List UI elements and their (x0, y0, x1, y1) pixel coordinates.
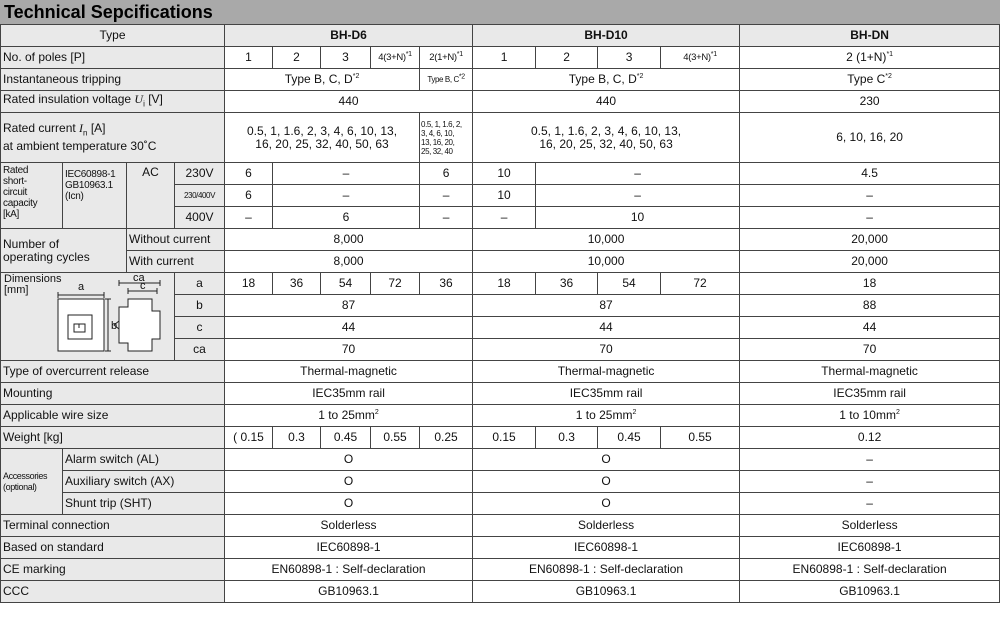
cell: – (420, 207, 473, 229)
cell: O (225, 493, 473, 515)
ccc-label: CCC (1, 581, 225, 603)
cell: $4(3+N)^{*1}$ (371, 47, 420, 69)
cell: 72 (661, 273, 740, 295)
fig-b: b (111, 320, 118, 332)
cell: 72 (371, 273, 420, 295)
fig-c: c (140, 280, 146, 292)
cell: 20,000 (740, 251, 1000, 273)
release-label: Type of overcurrent release (1, 361, 225, 383)
acc-item: Auxiliary switch (AX) (63, 471, 225, 493)
standard-label: Based on standard (1, 537, 225, 559)
cell: – (273, 163, 420, 185)
cell: – (740, 449, 1000, 471)
cell: 440 (473, 91, 740, 113)
cell: 4.5 (740, 163, 1000, 185)
cell: 3 (321, 47, 371, 69)
cell: Type $C^{*2}$ (740, 69, 1000, 91)
type-label: Type (1, 25, 225, 47)
row-ccc (1, 581, 1000, 603)
cell: 0.5, 1, 1.6, 2, 3, 4, 6, 10, 13, 16, 20, 25, 32, 40 (420, 113, 473, 163)
cell: Solderless (225, 515, 473, 537)
cell: 230 (740, 91, 1000, 113)
cell: O (473, 493, 740, 515)
cell: 6 (225, 185, 273, 207)
cell: 2 $(1+N)^{*1}$ (740, 47, 1000, 69)
cell: – (473, 207, 536, 229)
row-dim-a (1, 273, 1000, 295)
cell: 44 (740, 317, 1000, 339)
fig-a: a (78, 281, 85, 293)
cell: 0.45 (598, 427, 661, 449)
cell: 70 (225, 339, 473, 361)
row-cycles-without (1, 229, 1000, 251)
col-bh-d10: BH-D10 (473, 25, 740, 47)
cell: 88 (740, 295, 1000, 317)
accessories-label: Accessories (optional) (1, 449, 63, 515)
dim-key: b (175, 295, 225, 317)
cell: ( 0.15 (225, 427, 273, 449)
cell: Type B, C, $D^{*2}$ (473, 69, 740, 91)
cell: – (420, 185, 473, 207)
cell: 0.55 (661, 427, 740, 449)
cell: 6 (420, 163, 473, 185)
row-poles (1, 47, 1000, 69)
cell: 6, 10, 16, 20 (740, 113, 1000, 163)
cell: O (225, 449, 473, 471)
cell: Thermal-magnetic (473, 361, 740, 383)
row-acc-ax (1, 471, 1000, 493)
cell: IEC60898-1 (473, 537, 740, 559)
cell: Solderless (740, 515, 1000, 537)
cell: 1 (473, 47, 536, 69)
cell: 10 (473, 163, 536, 185)
poles-label: No. of poles [P] (1, 47, 225, 69)
section-title: Technical Sepcifications (4, 2, 213, 22)
cell: EN60898-1 : Self-declaration (473, 559, 740, 581)
cell: 1 to $10mm^2$ (740, 405, 1000, 427)
cell: IEC60898-1 (740, 537, 1000, 559)
cell: IEC35mm rail (473, 383, 740, 405)
cell: – (273, 185, 420, 207)
cell: 0.5, 1, 1.6, 2, 3, 4, 6, 10, 13, 16, 20, 25, 32, 40, 50, 63 (225, 113, 420, 163)
cell: 0.3 (536, 427, 598, 449)
cell: Thermal-magnetic (225, 361, 473, 383)
cell: 18 (225, 273, 273, 295)
row-release (1, 361, 1000, 383)
cell: 0.5, 1, 1.6, 2, 3, 4, 6, 10, 13, 16, 20, 25, 32, 40, 50, 63 (473, 113, 740, 163)
sc-label: Rated short- circuit capacity [kA] (1, 163, 63, 229)
row-wire (1, 405, 1000, 427)
cycles-label: Number of operating cycles (1, 229, 127, 273)
cycles-sub: Without current (127, 229, 225, 251)
cell: 0.3 (273, 427, 321, 449)
cell: O (473, 471, 740, 493)
cell: 0.45 (321, 427, 371, 449)
cell: EN60898-1 : Self-declaration (740, 559, 1000, 581)
cell: O (473, 449, 740, 471)
cell: GB10963.1 (225, 581, 473, 603)
insulation-label: Rated insulation voltage $U_i$ [V] (1, 91, 225, 113)
row-cycles-with (1, 251, 1000, 273)
current-label: Rated current $I_n$ [A] at ambient temperature 30˚C (1, 113, 225, 163)
cell: 8,000 (225, 251, 473, 273)
cell: 87 (473, 295, 740, 317)
sc-ac: AC (127, 163, 175, 229)
cell: 18 (473, 273, 536, 295)
cell: 87 (225, 295, 473, 317)
cell: 8,000 (225, 229, 473, 251)
cell: – (536, 163, 740, 185)
cell: – (225, 207, 273, 229)
cell: 1 to $25mm^2$ (473, 405, 740, 427)
row-standard (1, 537, 1000, 559)
cell: 440 (225, 91, 473, 113)
col-bh-dn: BH-DN (740, 25, 1000, 47)
cell: 44 (473, 317, 740, 339)
row-acc-al (1, 449, 1000, 471)
row-terminal (1, 515, 1000, 537)
cell: 10,000 (473, 251, 740, 273)
cell: 0.15 (473, 427, 536, 449)
sc-volt: 230/400V (175, 185, 225, 207)
cell: – (740, 185, 1000, 207)
cell: 3 (598, 47, 661, 69)
dimensions-label: Dimensions [mm] a b ca c (1, 273, 175, 361)
cell: Type B, C, $D^{*2}$ (225, 69, 420, 91)
row-acc-sht (1, 493, 1000, 515)
cell: 36 (420, 273, 473, 295)
cell: GB10963.1 (740, 581, 1000, 603)
sc-volt: 230V (175, 163, 225, 185)
cell: 0.25 (420, 427, 473, 449)
row-weight (1, 427, 1000, 449)
spec-table (0, 24, 1000, 603)
cell: Thermal-magnetic (740, 361, 1000, 383)
dim-key: c (175, 317, 225, 339)
row-mounting (1, 383, 1000, 405)
cell: – (740, 207, 1000, 229)
cell: – (536, 185, 740, 207)
row-insulation (1, 91, 1000, 113)
ce-label: CE marking (1, 559, 225, 581)
cell: 6 (273, 207, 420, 229)
cell: $4(3+N)^{*1}$ (661, 47, 740, 69)
fig-ca: ca (133, 273, 145, 284)
dim-key: a (175, 273, 225, 295)
cell: 70 (740, 339, 1000, 361)
col-bh-d6: BH-D6 (225, 25, 473, 47)
cell: 18 (740, 273, 1000, 295)
cell: 20,000 (740, 229, 1000, 251)
section-header (0, 0, 1000, 24)
cell: IEC35mm rail (225, 383, 473, 405)
sc-volt: 400V (175, 207, 225, 229)
row-type (1, 25, 1000, 47)
cell: Solderless (473, 515, 740, 537)
mounting-label: Mounting (1, 383, 225, 405)
cell: 6 (225, 163, 273, 185)
cell: 2 (536, 47, 598, 69)
cell: 0.55 (371, 427, 420, 449)
cell: GB10963.1 (473, 581, 740, 603)
row-ce (1, 559, 1000, 581)
cell: O (225, 471, 473, 493)
cell: Type B, $C^{*2}$ (420, 69, 473, 91)
cell: 2 (273, 47, 321, 69)
cell: 44 (225, 317, 473, 339)
weight-label: Weight [kg] (1, 427, 225, 449)
terminal-label: Terminal connection (1, 515, 225, 537)
cell: 1 (225, 47, 273, 69)
acc-item: Shunt trip (SHT) (63, 493, 225, 515)
sc-standard: IEC60898-1 GB10963.1 (Icn) (63, 163, 127, 229)
cell: 36 (536, 273, 598, 295)
cell: 1 to $25mm^2$ (225, 405, 473, 427)
cell: – (740, 471, 1000, 493)
row-sc-230 (1, 163, 1000, 185)
dim-key: ca (175, 339, 225, 361)
wire-label: Applicable wire size (1, 405, 225, 427)
cell: IEC35mm rail (740, 383, 1000, 405)
tripping-label: Instantaneous tripping (1, 69, 225, 91)
cell: 36 (273, 273, 321, 295)
acc-item: Alarm switch (AL) (63, 449, 225, 471)
row-tripping (1, 69, 1000, 91)
row-rated-current (1, 113, 1000, 163)
cell: 0.12 (740, 427, 1000, 449)
cell: 70 (473, 339, 740, 361)
cell: EN60898-1 : Self-declaration (225, 559, 473, 581)
cell: 54 (598, 273, 661, 295)
cell: 10,000 (473, 229, 740, 251)
cycles-sub: With current (127, 251, 225, 273)
cell: 10 (536, 207, 740, 229)
cell: IEC60898-1 (225, 537, 473, 559)
cell: – (740, 493, 1000, 515)
cell: 10 (473, 185, 536, 207)
cell: $2(1+N)^{*1}$ (420, 47, 473, 69)
cell: 54 (321, 273, 371, 295)
